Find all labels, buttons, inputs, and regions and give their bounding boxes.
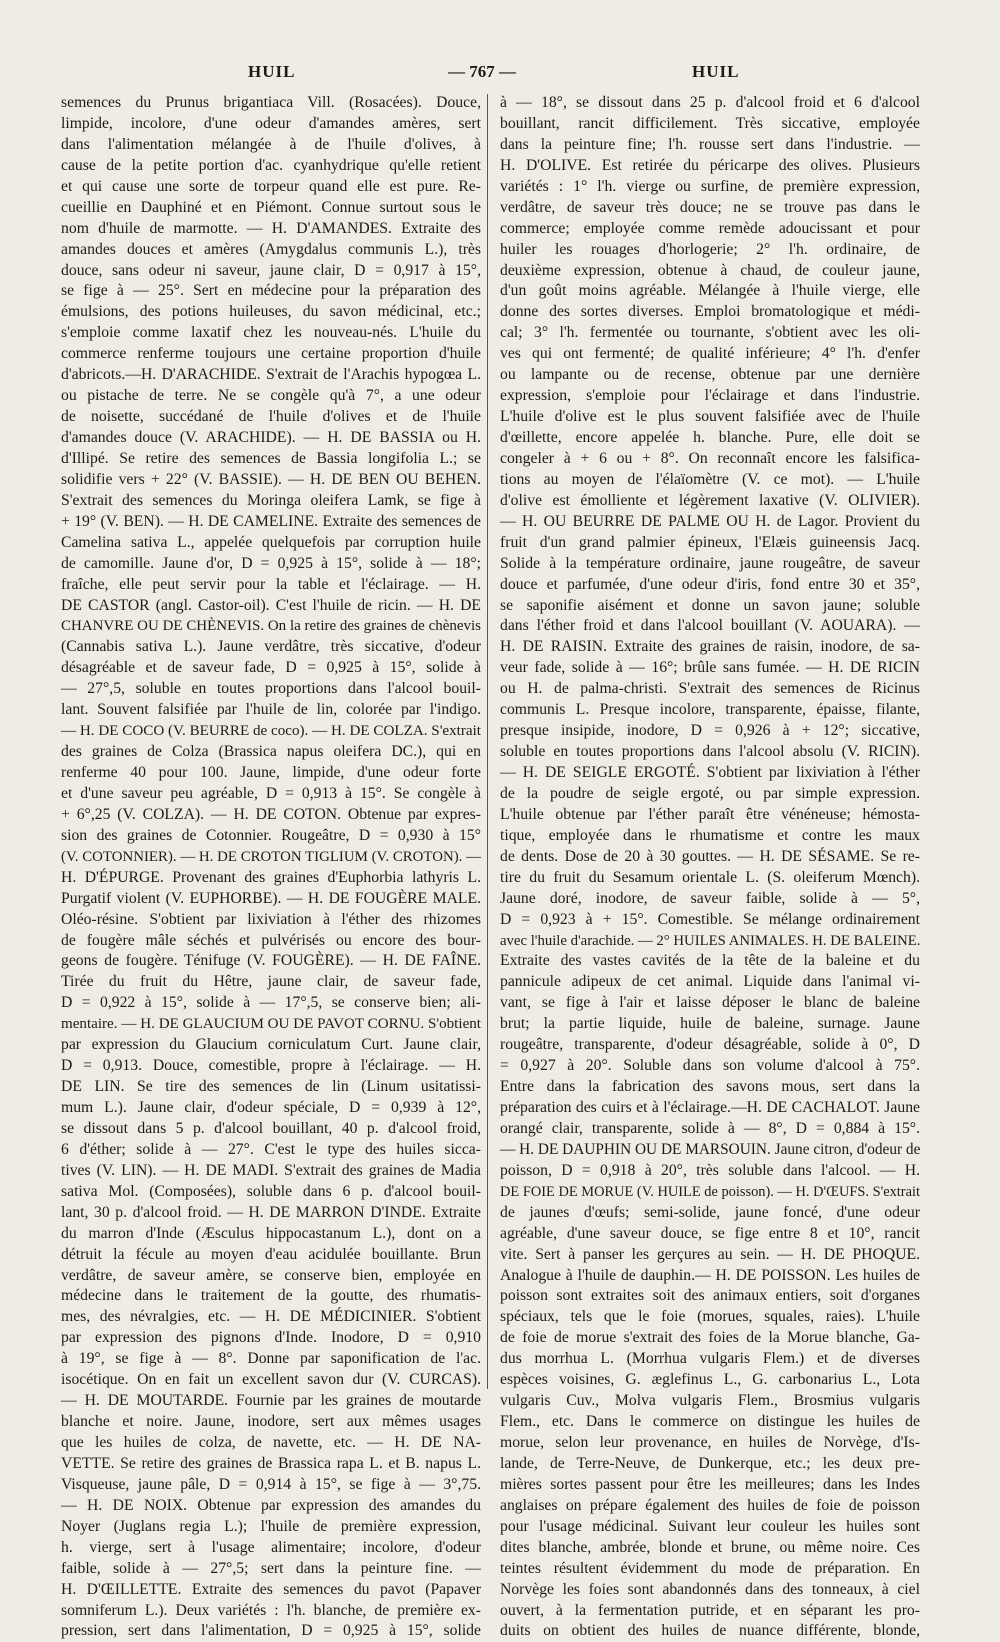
text-line: émulsions, des potions huileuses, du savon médicinal, etc.; bbox=[61, 303, 481, 321]
text-line: détruit la fécule au moyen d'eau acidulée bouillante. Brun bbox=[61, 1245, 481, 1263]
text-line: Purgatif violent (V. EUPHORBE). — H. DE FOUGÈRE MALE. bbox=[61, 889, 481, 907]
text-line: — 27°,5, soluble en toutes proportions dans l'alcool bouil- bbox=[61, 680, 481, 698]
text-line: sativa Mol. (Composées), soluble dans 6 p. d'alcool bouil- bbox=[61, 1182, 481, 1200]
text-line: vulgaris Cuv., Molva vulgaris Flem., Brosmius vulgaris bbox=[500, 1392, 920, 1410]
text-line: veur fade, solide à — 16°; brûle sans fumée. — H. DE RICIN bbox=[500, 659, 920, 677]
right-column bbox=[500, 93, 920, 1642]
text-line: somniferum L.). Deux variétés : l'h. blanche, de première ex- bbox=[61, 1601, 481, 1619]
text-line: cueillie en Dauphiné et en Piémont. Connue surtout sous le bbox=[61, 198, 481, 216]
text-line: s'emploie comme laxatif chez les nouveau-nés. L'huile du bbox=[61, 324, 481, 342]
text-line: ves qui ont fermenté; de qualité inférieure; 4° l'h. d'enfer bbox=[500, 345, 920, 363]
text-line: rougeâtre, transparente, d'odeur désagréable, solide à 0°, D bbox=[500, 1036, 920, 1054]
text-line: Analogue à l'huile de dauphin.— H. DE POISSON. Les huiles de bbox=[500, 1266, 920, 1284]
text-line: espèces voisines, G. æglefinus L., G. carbonarius L., Lota bbox=[500, 1371, 920, 1389]
text-line: dans la peinture fine; l'h. rousse sert dans l'industrie. — bbox=[500, 135, 920, 153]
text-line: vite. Sert à panser les gerçures au sein. — H. DE PHOQUE. bbox=[500, 1245, 920, 1263]
text-line: de jaunes d'œufs; semi-solide, jaune foncé, d'une odeur bbox=[500, 1203, 920, 1221]
text-line: semences du Prunus brigantiaca Vill. (Rosacées). Douce, bbox=[61, 94, 481, 111]
text-line: sion des graines de Cotonnier. Rougeâtre, D = 0,930 à 15° bbox=[61, 826, 481, 844]
text-line: et qui cause une sorte de torpeur quand elle est pure. Re- bbox=[61, 177, 481, 195]
text-line: = 0,927 à 20°. Soluble dans son volume d'alcool à 75°. bbox=[500, 1057, 920, 1075]
text-line: variétés : 1° l'h. vierge ou surfine, de première expression, bbox=[500, 177, 920, 195]
text-line: Noyer (Juglans regia L.); l'huile de première expression, bbox=[61, 1517, 481, 1535]
text-line: teintes résultent évidemment du mode de préparation. En bbox=[500, 1559, 920, 1577]
text-line: d'abricots.—H. D'ARACHIDE. S'extrait de l'Arachis hypogœa L. bbox=[61, 366, 481, 384]
text-line: h. vierge, sert à l'usage alimentaire; incolore, d'odeur bbox=[61, 1538, 481, 1556]
text-line: nom d'huile de marmotte. — H. D'AMANDES. Extraite des bbox=[61, 219, 481, 237]
text-line: d'olive est émolliente et légèrement laxative (V. OLIVIER). bbox=[500, 491, 920, 509]
text-line: orangé clair, transparente, solide à — 8°, D = 0,884 à 15°. bbox=[500, 1119, 920, 1137]
text-line: isocétique. On en fait un excellent savon dur (V. CURCAS). bbox=[61, 1371, 481, 1389]
text-line: à — 18°, se dissout dans 25 p. d'alcool froid et 6 d'alcool bbox=[500, 94, 920, 111]
text-line: ouvert, à la fermentation putride, et en séparant les pro- bbox=[500, 1601, 920, 1619]
text-line: se saponifie aisément et donne un savon jaune; soluble bbox=[500, 596, 920, 614]
text-line: L'huile obtenue par l'éther paraît être vénéneuse; hémosta- bbox=[500, 805, 920, 823]
text-line: mentaire. — H. DE GLAUCIUM OU DE PAVOT CORNU. S'obtient bbox=[61, 1016, 481, 1033]
text-line: donne des sortes diverses. Emploi bromatologique et médi- bbox=[500, 303, 920, 321]
text-line: — H. DE COCO (V. BEURRE de coco). — H. DE COLZA. S'extrait bbox=[61, 723, 482, 740]
text-line: commerce; employée comme remède adoucissant et pour bbox=[500, 219, 920, 237]
text-line: DE FOIE DE MORUE (V. HUILE de poisson). — H. D'ŒUFS. S'extrait bbox=[500, 1183, 920, 1200]
running-head-right: HUIL bbox=[692, 62, 740, 81]
text-line: (V. COTONNIER). — H. DE CROTON TIGLIUM (V. CROTON). — bbox=[61, 848, 481, 865]
text-line: D = 0,923 à + 15°. Comestible. Se mélange ordinairement bbox=[500, 910, 920, 928]
text-line: se dissout dans 5 p. d'alcool bouillant, 40 p. d'alcool froid, bbox=[61, 1119, 481, 1137]
text-line: mum L.). Jaune clair, d'odeur spéciale, D = 0,939 à 12°, bbox=[61, 1099, 481, 1116]
text-line: douce, sans odeur ni saveur, jaune clair, D = 0,917 à 15°, bbox=[61, 261, 481, 279]
text-line: D = 0,922 à 15°, solide à — 17°,5, se conserve bien; ali- bbox=[61, 994, 481, 1012]
text-line: tions au moyen de l'élaïomètre (V. ce mot). — L'huile bbox=[500, 470, 920, 488]
text-line: D = 0,913. Douce, comestible, propre à l'éclairage. — H. bbox=[61, 1057, 481, 1075]
text-line: préparation des cuirs et à l'éclairage.—H. DE CACHALOT. Jaune bbox=[500, 1099, 920, 1116]
text-line: cal; 3° l'h. fermentée ou tournante, s'obtient avec les oli- bbox=[500, 324, 920, 342]
text-line: — H. DE MOUTARDE. Fournie par les graines de moutarde bbox=[61, 1392, 481, 1410]
text-line: spéciaux, tels que le foie (morues, squales, raies). L'huile bbox=[500, 1308, 920, 1326]
running-head-left: HUIL bbox=[248, 62, 296, 81]
text-line: de fougère mâle séchés et pulvérisés ou encore des bour- bbox=[61, 931, 481, 949]
text-line: solidifie vers + 22° (V. BASSIE). — H. DE BEN OU BEHEN. bbox=[61, 470, 481, 488]
text-line: cause de la petite portion d'ac. cyanhydrique qu'elle retient bbox=[61, 156, 481, 174]
text-line: dus morrhua L. (Morrhua vulgaris Flem.) et de diverses bbox=[500, 1350, 920, 1368]
text-line: mières sortes passent pour être les meilleures; dans les Indes bbox=[500, 1475, 920, 1493]
page-number: — 767 — bbox=[448, 62, 516, 81]
text-line: de foie de morue s'extrait des foies de la Morue blanche, Ga- bbox=[500, 1329, 920, 1347]
text-line: limpide, incolore, d'une odeur d'amandes amères, sert bbox=[61, 114, 481, 132]
text-line: faible, solide à — 27°,5; sert dans la peinture fine. — bbox=[61, 1559, 481, 1577]
column-divider bbox=[487, 94, 488, 1389]
text-line: amandes douces et amères (Amygdalus communis L.), très bbox=[61, 240, 481, 258]
text-line: verdâtre, de saveur très douce; ne se trouve pas dans le bbox=[500, 198, 920, 216]
text-line: — H. DE NOIX. Obtenue par expression des amandes du bbox=[61, 1496, 481, 1514]
text-line: poisson, D = 0,918 à 20°, très soluble dans l'alcool. — H. bbox=[500, 1161, 920, 1179]
text-line: H. D'ÉPURGE. Provenant des graines d'Euphorbia lathyris L. bbox=[61, 868, 481, 886]
text-line: Extraite des vastes cavités de la tête de la baleine et du bbox=[500, 952, 920, 970]
text-line: + 6°,25 (V. COLZA). — H. DE COTON. Obtenue par expres- bbox=[61, 805, 481, 823]
text-line: agréable, d'une saveur douce, se fige entre 8 et 10°, rancit bbox=[500, 1224, 920, 1242]
text-line: verdâtre, de saveur amère, se conserve bien, employée en bbox=[61, 1266, 481, 1284]
text-line: expression, s'emploie pour l'éclairage et dans l'industrie. bbox=[500, 387, 920, 405]
text-line: Tirée du fruit du Hêtre, jaune clair, de saveur fade, bbox=[61, 973, 481, 991]
text-line: ou lampante ou de recense, obtenue par une dernière bbox=[500, 366, 920, 384]
text-line: L'huile d'olive est le plus souvent falsifiée avec de l'huile bbox=[500, 408, 920, 426]
text-line: tique, employée dans le rhumatisme et contre les maux bbox=[500, 826, 920, 844]
text-line: — H. DE DAUPHIN OU DE MARSOUIN. Jaune citron, d'odeur de bbox=[500, 1140, 921, 1158]
text-line: H. D'OLIVE. Est retirée du péricarpe des olives. Plusieurs bbox=[500, 156, 920, 174]
text-line: Jaune doré, inodore, de saveur faible, solide à — 5°, bbox=[500, 889, 920, 907]
text-line: DE LIN. Se tire des semences de lin (Linum usitatissi- bbox=[61, 1078, 481, 1096]
text-line: 6 d'éther; solide à — 27°. C'est le type des huiles sicca- bbox=[61, 1140, 481, 1158]
left-column bbox=[61, 93, 481, 1642]
text-line: — H. DE SEIGLE ERGOTÉ. S'obtient par lixiviation à l'éther bbox=[500, 764, 920, 781]
text-line: pannicule adipeux de cet animal. Liquide dans l'animal vi- bbox=[500, 973, 920, 991]
text-line: H. D'ŒILLETTE. Extraite des semences du pavot (Papaver bbox=[61, 1580, 481, 1598]
text-line: Entre dans la fabrication des savons mous, sert dans la bbox=[500, 1078, 920, 1096]
text-line: dans l'alimentation mélangée à de l'huile d'olives, à bbox=[61, 135, 481, 153]
text-line: médecine dans le traitement de la goutte, des rhumatis- bbox=[61, 1287, 481, 1305]
text-line: d'Illipé. Se retire des semences de Bassia longifolia L.; se bbox=[61, 449, 481, 467]
text-line: douce et parfumée, d'une odeur d'iris, fond entre 30 et 35°, bbox=[500, 575, 920, 593]
text-line: du marron d'Inde (Æsculus hippocastanum L.), dont on a bbox=[61, 1224, 481, 1242]
text-line: de dents. Dose de 20 à 30 gouttes. — H. DE SÉSAME. Se re- bbox=[500, 847, 920, 865]
text-line: d'un goût moins agréable. Mélangée à l'huile vierge, elle bbox=[500, 282, 920, 300]
text-line: d'œillette, encore appelée h. blanche. Pure, elle doit se bbox=[500, 429, 920, 446]
text-line: bouillant, rancit difficilement. Très siccative, employée bbox=[500, 114, 920, 132]
text-line: deuxième expression, obtenue à chaud, de couleur jaune, bbox=[500, 261, 920, 279]
text-line: DE CASTOR (angl. Castor-oil). C'est l'huile de ricin. — H. DE bbox=[61, 596, 481, 614]
text-line: se fige à — 25°. Sert en médecine pour la préparation des bbox=[61, 282, 481, 300]
text-line: blanche et noire. Jaune, inodore, sert aux mêmes usages bbox=[61, 1413, 481, 1431]
text-line: lande, de Terre-Neuve, de Dunkerque, etc.; les deux pre- bbox=[500, 1454, 920, 1472]
text-line: avec l'huile d'arachide. — 2° HUILES ANIMALES. H. DE BALEINE. bbox=[500, 932, 921, 949]
text-line: brut; la partie liquide, huile de baleine, surnage. Jaune bbox=[500, 1015, 920, 1033]
text-line: lant. Souvent falsifiée par l'huile de lin, colorée par l'indigo. bbox=[61, 701, 481, 719]
text-line: soluble en toutes proportions dans l'alcool absolu (V. RICIN). bbox=[500, 743, 920, 761]
text-line: congeler à + 6 ou + 8°. On reconnaît encore les falsifica- bbox=[500, 449, 920, 467]
text-line: de noisette, succédané de l'huile d'olives et de l'huile bbox=[61, 408, 481, 426]
text-line: — H. OU BEURRE DE PALME OU H. de Lagor. Provient du bbox=[500, 512, 920, 530]
text-line: Solide à la température ordinaire, jaune rougeâtre, de saveur bbox=[500, 554, 920, 572]
text-line: communis L. Presque incolore, transparente, épaisse, filante, bbox=[500, 701, 920, 719]
text-line: geons de fougère. Ténifuge (V. FOUGÈRE). — H. DE FAÎNE. bbox=[61, 952, 481, 970]
text-line: morue, selon leur provenance, en huiles de Norvège, d'Is- bbox=[500, 1434, 920, 1451]
text-line: ou pistache de terre. Ne se congèle qu'à 7°, a une odeur bbox=[61, 387, 481, 405]
text-line: pression, sert dans l'alimentation, D = 0,925 à 15°, solide bbox=[61, 1622, 481, 1640]
text-line: par expression du Glaucium corniculatum Curt. Jaune clair, bbox=[61, 1036, 481, 1054]
text-line: d'amandes douce (V. ARACHIDE). — H. DE BASSIA ou H. bbox=[61, 429, 481, 446]
text-line: duits on obtient des huiles de nuance différente, blonde, bbox=[500, 1622, 920, 1640]
text-line: lant, 30 p. d'alcool froid. — H. DE MARRON D'INDE. Extraite bbox=[61, 1203, 481, 1221]
text-line: ou H. de palma-christi. S'extrait des semences de Ricinus bbox=[500, 680, 920, 698]
text-line: anglaises on prépare également des huiles de foie de poisson bbox=[500, 1496, 920, 1514]
text-line: renferme 40 pour 100. Jaune, limpide, d'une odeur forte bbox=[61, 764, 481, 781]
text-line: S'extrait des semences du Moringa oleifera Lamk, se fige à bbox=[61, 491, 481, 509]
text-line: Camelina sativa L., appelée quelquefois par corruption huile bbox=[61, 533, 481, 551]
text-line: huiler les rouages d'horlogerie; 2° l'h. ordinaire, de bbox=[500, 240, 920, 258]
text-line: + 19° (V. BEN). — H. DE CAMELINE. Extraite des semences de bbox=[61, 512, 481, 530]
text-line: poisson sont extraites soit des animaux entiers, soit d'organes bbox=[500, 1287, 920, 1305]
text-line: Visqueuse, jaune pâle, D = 0,914 à 15°, se fige à — 3°,75. bbox=[61, 1475, 481, 1493]
text-line: des graines de Colza (Brassica napus oleifera DC.), qui en bbox=[61, 743, 481, 761]
text-line: H. DE RAISIN. Extraite des graines de raisin, inodore, de sa- bbox=[500, 638, 920, 656]
text-line: Oléo-résine. S'obtient par lixiviation à l'éther des rhizomes bbox=[61, 910, 481, 928]
text-line: tire du fruit du Sesamum orientale L. (S. oleiferum Mœnch). bbox=[500, 868, 920, 886]
text-line: Flem., etc. Dans le commerce on distingue les huiles de bbox=[500, 1413, 920, 1431]
text-line: mes, des névralgies, etc. — H. DE MÉDICINIER. S'obtient bbox=[61, 1308, 481, 1326]
text-line: (Cannabis sativa L.). Jaune verdâtre, très siccative, d'odeur bbox=[61, 638, 481, 656]
text-line: de la poudre de seigle ergoté, ou par simple expression. bbox=[500, 784, 920, 802]
text-line: et d'une saveur peu agréable, D = 0,913 à 15°. Se congèle à bbox=[61, 784, 481, 802]
text-line: Norvège les foies sont abandonnés dans des tonneaux, à ciel bbox=[500, 1580, 920, 1598]
text-line: VETTE. Se retire des graines de Brassica rapa L. et B. napus L. bbox=[61, 1454, 481, 1472]
text-line: désagréable et de saveur fade, D = 0,925 à 15°, solide à bbox=[61, 659, 481, 677]
text-line: par expression des pignons d'Inde. Inodore, D = 0,910 bbox=[61, 1329, 481, 1347]
text-line: tives (V. LIN). — H. DE MADI. S'extrait des graines de Madia bbox=[61, 1161, 481, 1179]
text-line: à 19°, se fige à — 8°. Donne par saponification de l'ac. bbox=[61, 1350, 481, 1368]
text-line: fruit d'un grand palmier épineux, l'Elæis guineensis Jacq. bbox=[500, 533, 920, 551]
text-line: dans l'éther froid et dans l'alcool bouillant (V. AOUARA). — bbox=[500, 617, 920, 635]
text-line: commerce renferme toujours une certaine proportion d'huile bbox=[61, 345, 481, 363]
text-line: de camomille. Jaune d'or, D = 0,925 à 15°, solide à — 18°; bbox=[61, 554, 481, 572]
text-line: que les huiles de colza, de navette, etc. — H. DE NA- bbox=[61, 1434, 481, 1451]
text-line: vant, se fige à l'air et laisse déposer le blanc de baleine bbox=[500, 994, 920, 1012]
text-line: pour l'usage médicinal. Suivant leur couleur les huiles sont bbox=[500, 1517, 920, 1535]
text-line: presque insipide, inodore, D = 0,926 à + 12°; siccative, bbox=[500, 722, 920, 740]
text-line: CHANVRE OU DE CHÈNEVIS. On la retire des graines de chènevis bbox=[61, 618, 481, 635]
text-line: fraîche, elle peut servir pour la table et l'éclairage. — H. bbox=[61, 575, 481, 593]
text-line: dites blanche, ambrée, blonde et brune, ou même noire. Ces bbox=[500, 1538, 920, 1556]
